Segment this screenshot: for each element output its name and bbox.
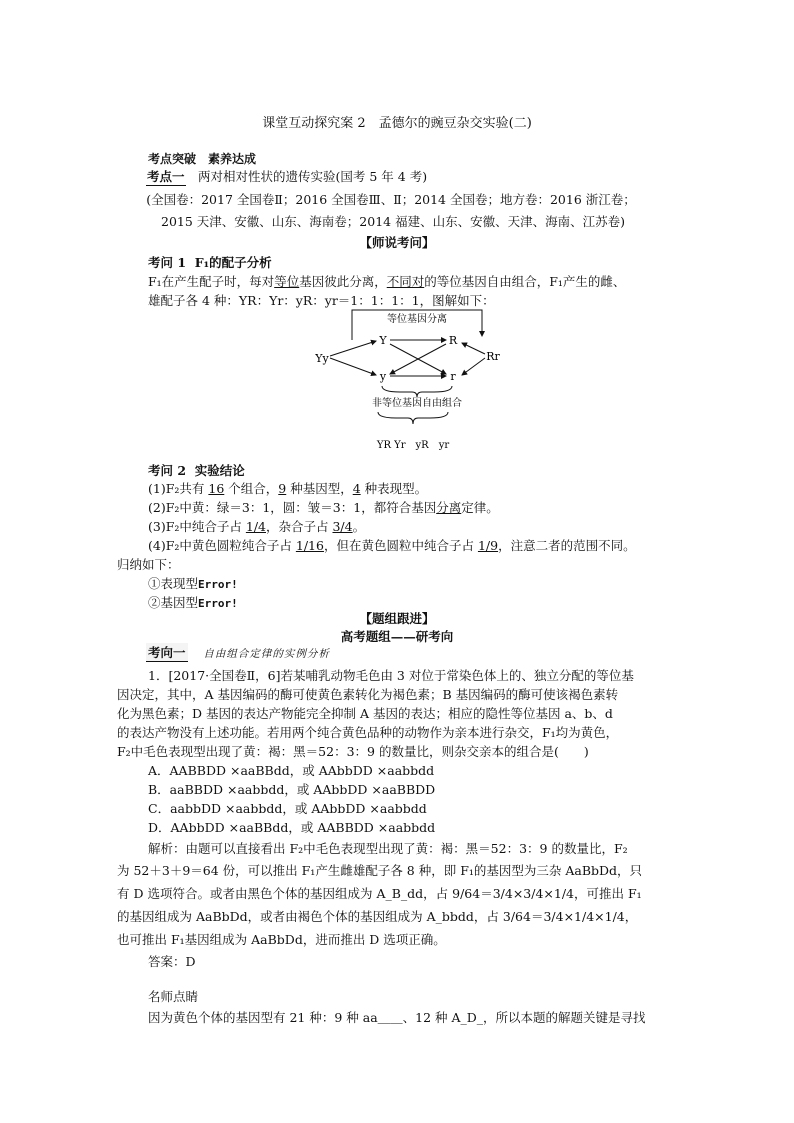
q1-line3: 化为黑色素；D 基因的表达产物能完全抑制 A 基因的表达；相应的隐性等位基因 a、b、d: [117, 706, 613, 721]
para1-line2: 雄配子各 4 种：YR：Yr：yR：yr＝1：1：1：1，图解如下：: [148, 293, 495, 308]
summary1-error: Error!: [198, 578, 238, 591]
page-title: 课堂互动探究案 2 孟德尔的豌豆杂交实验(二): [262, 116, 532, 131]
summary2-error: Error!: [198, 597, 238, 610]
c2-text-b: 定律。: [461, 500, 499, 515]
para1-text-c: 的等位基因自由组合，F₁产生的雌、: [424, 274, 626, 289]
exam-sources-2: 2015 天津、安徽、山东、海南卷；2014 福建、山东、安徽、天津、海南、江苏卷): [161, 214, 625, 229]
option-d[interactable]: D．AAbbDD ×aaBBdd，或 AABBDD ×aabbdd: [148, 820, 436, 835]
kaowen2-line: [148, 461, 245, 479]
exam-sources-1: (全国卷：2017 全国卷Ⅱ；2016 全国卷Ⅲ、Ⅱ；2014 全国卷；地方卷：2016 浙江卷；: [146, 192, 636, 207]
c1-text-c: 种基因型，: [286, 481, 353, 496]
arrow-Yy-y: [330, 358, 376, 375]
c4-text-b: ，但在黄色圆粒中纯合子占: [323, 538, 478, 553]
c3-text-a: (3)F₂中纯合子占: [148, 519, 246, 534]
analysis-line5: 也可推出 F₁基因组成为 AaBbDd，进而推出 D 选项正确。: [117, 932, 446, 947]
conclusion-4: [148, 536, 636, 554]
c3-text-b: ，杂合子占: [266, 519, 333, 534]
sub-heading: 高考题组——研考向: [340, 629, 454, 644]
option-c[interactable]: C．aabbDD ×aabbdd，或 AAbbDD ×aabbdd: [148, 801, 427, 816]
node-Y: Y: [379, 334, 387, 347]
c3-text-c: 。: [352, 519, 366, 534]
conclusion-3: [148, 517, 365, 535]
c1-text-d: 种表现型。: [360, 481, 428, 496]
q1-line5: F₂中毛色表现型出现了黄：褐：黑＝52：3：9 的数量比，则杂交亲本的组合是( ): [117, 744, 589, 759]
result-gametes: YR Yr yR yr: [376, 440, 450, 451]
arrow-Rr-r: [462, 358, 485, 375]
analysis-line4: 的基因组成为 AaBbDd，或者由褐色个体的基因组成为 A_bbdd，占 3/64＝3/4×1/4×1/4，: [117, 909, 638, 924]
c3-blank-2: 3/4: [332, 519, 353, 534]
c2-blank-1: 分离: [436, 500, 462, 515]
analysis-line1: 解析：由题可以直接看出 F₂中毛色表现型出现了黄：褐：黑＝52：3：9 的数量比，F₂: [148, 841, 628, 856]
c4-text-a: (4)F₂中黄色圆粒纯合子占: [148, 538, 296, 553]
bottom-brace: [382, 386, 452, 397]
c4-blank-1: 1/16: [295, 538, 324, 553]
analysis-line2: 为 52＋3＋9＝64 份，可以推出 F₁产生雌雄配子各 8 种，即 F₁的基因型为三杂 AaBbDd，只: [117, 863, 643, 878]
q1-line2: 因决定，其中，A 基因编码的酶可使黄色素转化为褐色素；B 基因编码的酶可使该褐色素转: [117, 687, 619, 702]
summary-1: [148, 574, 238, 592]
summary1-label: ①表现型: [148, 576, 199, 591]
node-R: R: [448, 334, 458, 347]
teacher-exam-heading: 【师说考问】: [359, 235, 435, 250]
kaodian-line: [146, 167, 427, 186]
node-y: y: [379, 370, 387, 383]
c1-blank-3: 4: [352, 481, 361, 496]
top-label: 等位基因分离: [387, 314, 447, 325]
result-brace: [378, 412, 448, 424]
para1-text-b: 基因彼此分离，: [299, 274, 387, 289]
kaodian-label: 考点一: [147, 169, 185, 184]
tips-text: 因为黄色个体的基因型有 21 种：9 种 aa＿＿、12 种 A_D_，所以本题的解题关键是寻找: [148, 1010, 646, 1025]
node-r: r: [450, 370, 456, 383]
bottom-label: 非等位基因自由组合: [372, 398, 462, 409]
c3-blank-1: 1/4: [245, 519, 266, 534]
gamete-diagram: [300, 300, 530, 460]
q1-line1: 1．[2017·全国卷Ⅱ，6]若某哺乳动物毛色由 3 对位于常染色体上的、独立分配的等位基: [148, 668, 634, 683]
node-Rr: Rr: [486, 350, 500, 363]
kaoxiang-label: 考向一: [148, 645, 186, 660]
kaowen1-line: [148, 253, 272, 271]
c4-blank-2: 1/9: [477, 538, 499, 553]
kaoxiang-text: 自由组合定律的实例分析: [203, 648, 330, 660]
kaowen1-label: 考问 1: [148, 255, 187, 270]
c1-text-b: 个组合，: [224, 481, 279, 496]
para1-blank-2: 不同对: [386, 274, 425, 289]
para1-text-a: F₁在产生配子时，每对: [148, 274, 275, 289]
kaowen2-text: 实验结论: [194, 463, 245, 478]
conclusion-1: [148, 479, 427, 497]
c2-text-a: (2)F₂中黄：绿＝3：1，圆：皱＝3：1，都符合基因: [148, 500, 437, 515]
conclusion-2: [148, 498, 499, 516]
c1-blank-1: 16: [208, 481, 225, 496]
answer: 答案：D: [148, 954, 196, 969]
para1-line1: [148, 272, 625, 290]
tips-title: 名师点睛: [148, 989, 199, 1004]
c1-blank-2: 9: [278, 481, 287, 496]
arrow-Yy-Y: [330, 341, 376, 356]
option-a[interactable]: A．AABBDD ×aaBBdd，或 AAbbDD ×aabbdd: [148, 763, 435, 778]
group-heading: 【题组跟进】: [359, 611, 435, 626]
arrow-Rr-R: [462, 343, 485, 354]
kaoxiang-line: [146, 643, 330, 662]
q1-line4: 的表达产物没有上述功能。若用两个纯合黄色品种的动物作为亲本进行杂交，F₁均为黄色，: [117, 725, 619, 740]
option-b[interactable]: B．aaBBDD ×aabbdd，或 AAbbDD ×aaBBDD: [148, 782, 436, 797]
c1-text-a: (1)F₂共有: [148, 481, 209, 496]
conclusion-4-end: 归纳如下：: [117, 557, 180, 572]
section-header: 考点突破 素养达成: [148, 152, 257, 166]
c4-text-c: ，注意二者的范围不同。: [498, 538, 636, 553]
kaowen1-text: F₁的配子分析: [194, 255, 272, 270]
summary2-label: ②基因型: [148, 595, 199, 610]
para1-blank-1: 等位: [274, 274, 300, 289]
node-Yy: Yy: [315, 352, 329, 365]
kaowen2-label: 考问 2: [148, 463, 187, 478]
kaodian-text: 两对相对性状的遗传实验(国考 5 年 4 考): [185, 169, 428, 184]
analysis-line3: 有 D 选项符合。或者由黑色个体的基因组成为 A_B_dd，占 9/64＝3/4×3/4×1/4，可推出 F₁: [117, 886, 642, 901]
